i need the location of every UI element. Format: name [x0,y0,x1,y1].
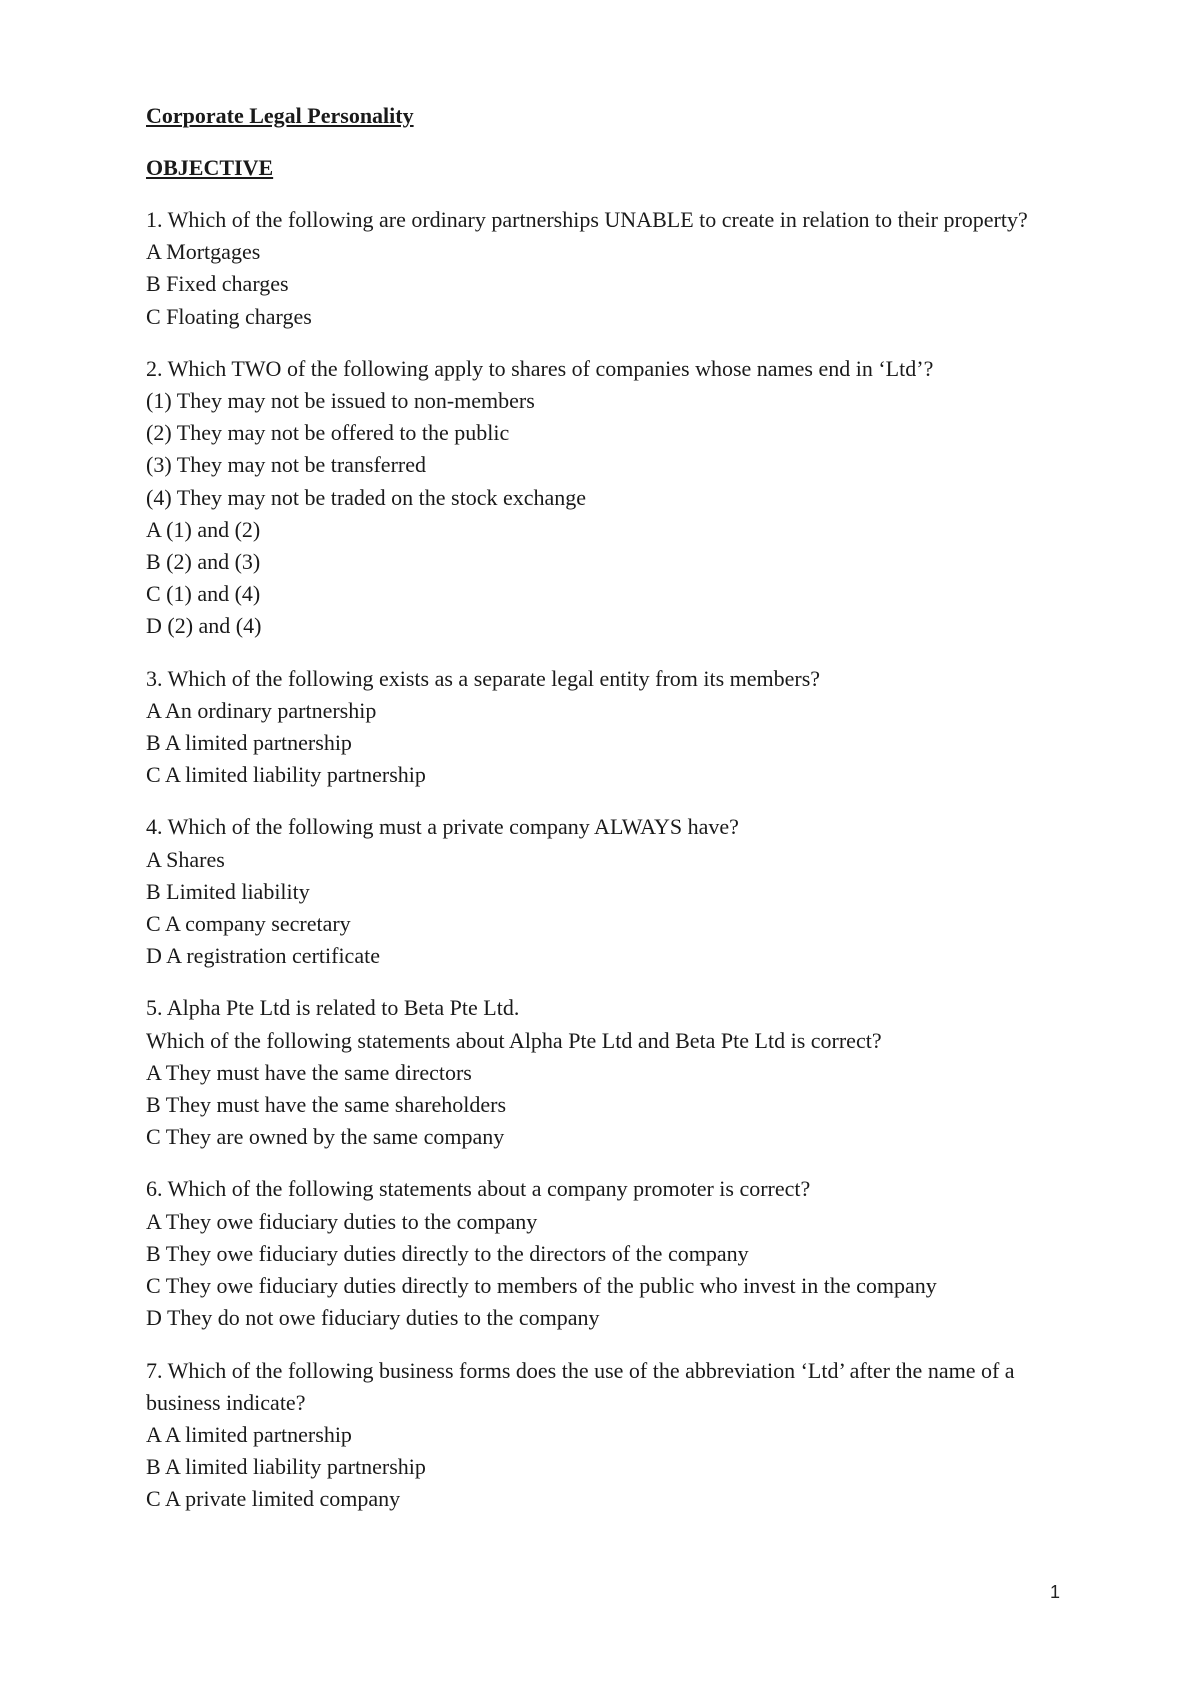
answer-option: B A limited liability partnership [146,1454,426,1480]
answer-option: D They do not owe fiduciary duties to the company [146,1305,600,1331]
answer-option: C A private limited company [146,1486,401,1512]
section-heading: OBJECTIVE [146,155,274,180]
question-text: 6. Which of the following statements about a company promoter is correct? [146,1176,811,1202]
answer-option: B Limited liability [146,878,310,904]
answer-option: B (2) and (3) [146,549,261,575]
answer-option: B They owe fiduciary duties directly to the directors of the company [146,1240,749,1266]
statement-line: Which of the following statements about Alpha Pte Ltd and Beta Pte Ltd is correct? [146,1027,882,1053]
page-number: 1 [1050,1582,1061,1602]
answer-option: A An ordinary partnership [146,697,377,723]
question-7 [146,1355,1046,1516]
question-2 [146,353,1046,643]
answer-option: D A registration certificate [146,943,380,969]
question-text: 4. Which of the following must a private company ALWAYS have? [146,814,739,840]
answer-option: C (1) and (4) [146,581,261,607]
answer-option: C They are owned by the same company [146,1124,505,1150]
page-content [146,100,1046,1516]
answer-option: B Fixed charges [146,271,289,297]
answer-option: C Floating charges [146,303,312,329]
statement-line: (2) They may not be offered to the public [146,420,510,446]
answer-option: C They owe fiduciary duties directly to members of the public who invest in the company [146,1273,937,1299]
answer-option: A They must have the same directors [146,1059,472,1085]
question-text: 3. Which of the following exists as a separate legal entity from its members? [146,665,821,691]
statement-line: (1) They may not be issued to non-members [146,388,535,414]
question-text: 7. Which of the following business forms does the use of the abbreviation ‘Ltd’ after the name of a business indicate? [146,1357,1015,1415]
document-title: Corporate Legal Personality [146,103,414,128]
statement-line: (4) They may not be traded on the stock exchange [146,484,587,510]
question-text: 5. Alpha Pte Ltd is related to Beta Pte Ltd. [146,995,520,1021]
question-5 [146,992,1046,1153]
answer-option: A Mortgages [146,239,261,265]
answer-option: C A company secretary [146,911,351,937]
question-3 [146,663,1046,792]
answer-option: A They owe fiduciary duties to the company [146,1208,538,1234]
answer-option: A A limited partnership [146,1421,352,1447]
question-text: 1. Which of the following are ordinary partnerships UNABLE to create in relation to their property? [146,207,1028,232]
answer-option: C A limited liability partnership [146,762,426,788]
question-6 [146,1173,1046,1334]
question-1 [146,204,1046,333]
answer-option: D (2) and (4) [146,613,262,639]
answer-option: B A limited partnership [146,730,352,756]
statement-line: (3) They may not be transferred [146,452,426,478]
question-4 [146,811,1046,972]
answer-option: B They must have the same shareholders [146,1092,507,1118]
answer-option: A (1) and (2) [146,516,261,542]
answer-option: A Shares [146,846,225,872]
question-text: 2. Which TWO of the following apply to shares of companies whose names end in ‘Ltd’? [146,355,934,381]
